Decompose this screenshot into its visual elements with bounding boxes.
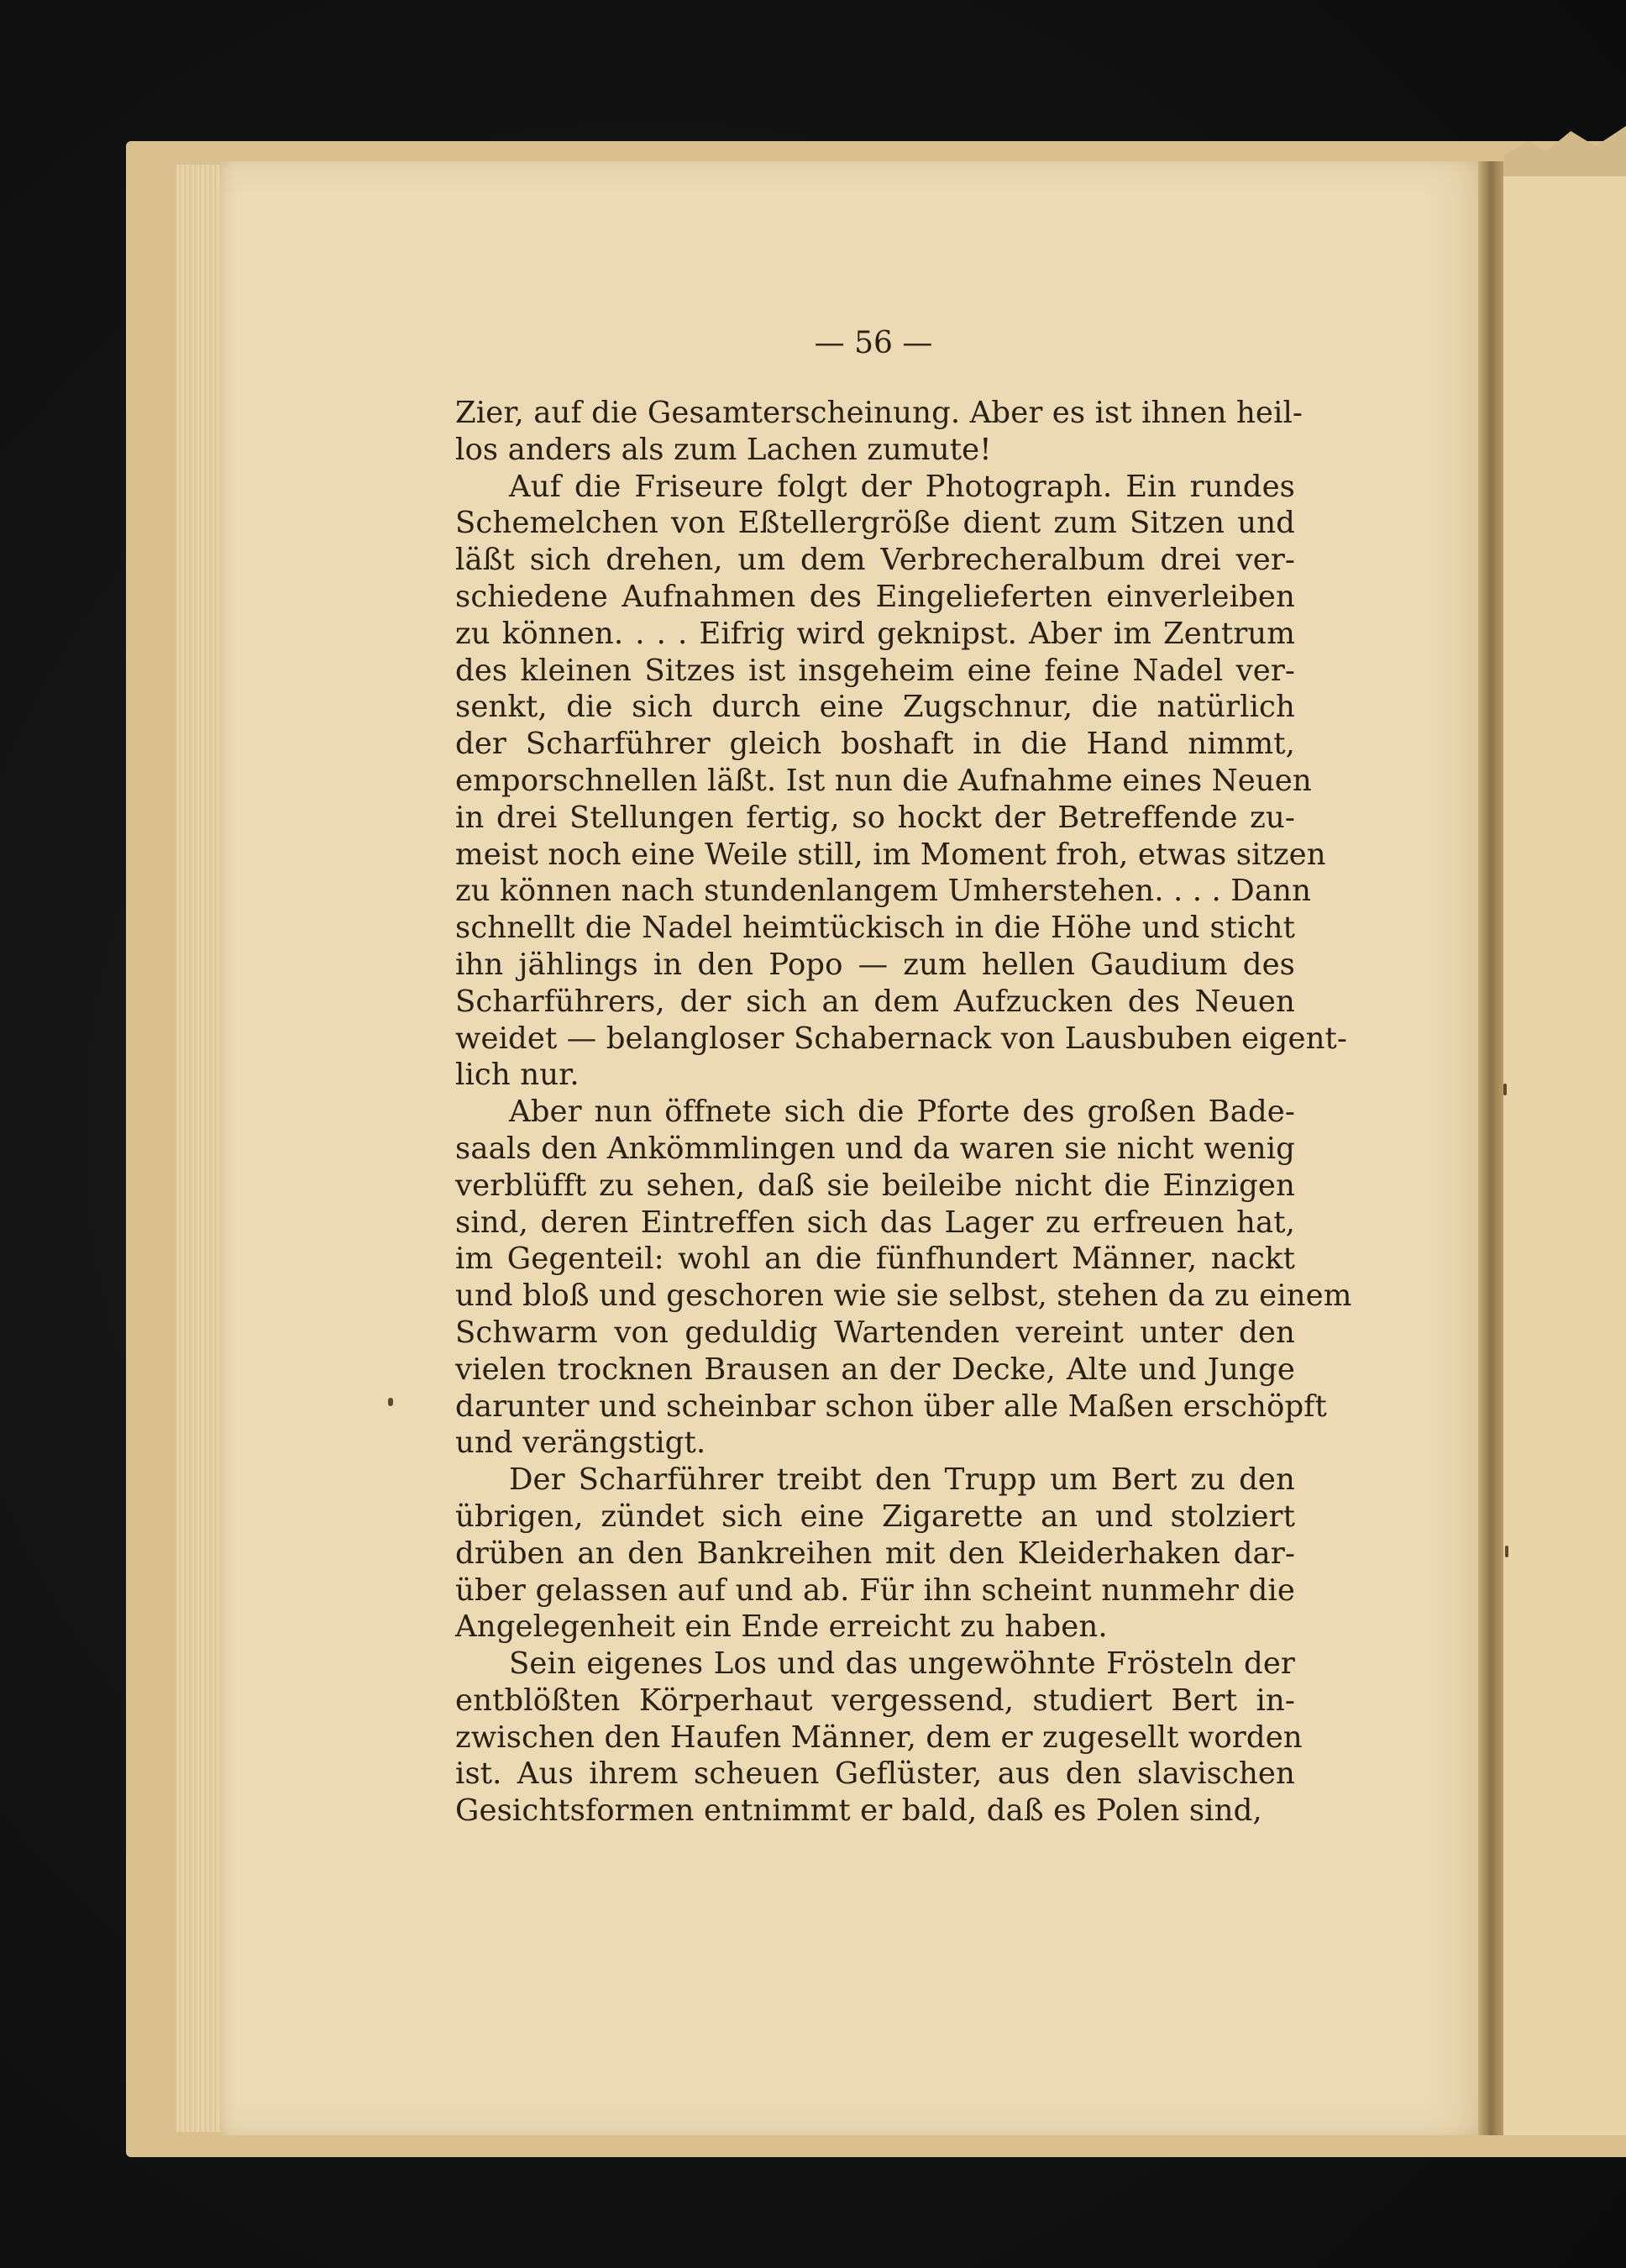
paragraph (455, 1462, 1295, 1646)
text-line: drüben an den Bankreihen mit den Kleiderhaken dar- (455, 1536, 1295, 1571)
text-line: Auf die Friseure folgt der Photograph. Ein rundes (509, 469, 1295, 504)
text-line: weidet — belangloser Schabernack von Lausbuben eigent- (455, 1021, 1347, 1056)
text-line: lich nur. (455, 1058, 580, 1093)
facing-page (1503, 161, 1626, 2135)
text-line: Scharführers, der sich an dem Aufzucken des Neuen (455, 984, 1295, 1019)
book-gutter (1478, 161, 1503, 2135)
text-line: im Gegenteil: wohl an die fünfhundert Männer, nackt (455, 1242, 1295, 1277)
text-line: meist noch eine Weile still, im Moment froh, etwas sitzen (455, 837, 1326, 872)
text-line: zu können. . . . Eifrig wird geknipst. Aber im Zentrum (455, 616, 1295, 651)
text-line: Angelegenheit ein Ende erreicht zu haben. (455, 1609, 1108, 1645)
text-line: Sein eigenes Los und das ungewöhnte Frösteln der (509, 1646, 1295, 1682)
text-line: schiedene Aufnahmen des Eingelieferten einverleiben (455, 579, 1295, 614)
text-line: in drei Stellungen fertig, so hockt der Betreffende zu- (455, 800, 1295, 835)
page-number: — 56 — (814, 326, 933, 360)
text-line: senkt, die sich durch eine Zugschnur, die natürlich (455, 690, 1295, 725)
text-line: des kleinen Sitzes ist insgeheim eine feine Nadel ver- (455, 653, 1295, 688)
text-line: und verängstigt. (455, 1425, 706, 1461)
text-line: zu können nach stundenlangem Umherstehen. . . . Dann (455, 874, 1312, 909)
text-line: Zier, auf die Gesamterscheinung. Aber es ist ihnen heil- (455, 396, 1303, 430)
text-line: zwischen den Haufen Männer, dem er zugesellt worden (455, 1719, 1303, 1755)
text-line: emporschnellen läßt. Ist nun die Aufnahme eines Neuen (455, 763, 1312, 798)
paragraph (455, 469, 1347, 1095)
body-text (455, 395, 1352, 1830)
text-line: Schemelchen von Eßtellergröße dient zum Sitzen und (455, 506, 1295, 541)
paragraph (455, 395, 1303, 469)
page-edges (176, 165, 227, 2132)
text-line: los anders als zum Lachen zumute! (455, 432, 992, 467)
paragraph (455, 1646, 1303, 1830)
text-line: über gelassen auf und ab. Für ihn scheint nunmehr die (455, 1572, 1295, 1608)
text-line: Schwarm von geduldig Wartenden vereint unter den (455, 1315, 1295, 1350)
text-line: sind, deren Eintreffen sich das Lager zu erfreuen hat, (455, 1205, 1295, 1240)
paper-fleck (1503, 1084, 1507, 1095)
text-line: entblößten Körperhaut vergessend, studiert Bert in- (455, 1683, 1295, 1718)
text-line: Gesichtsformen entnimmt er bald, daß es Polen sind, (455, 1793, 1262, 1829)
text-line: darunter und scheinbar schon über alle Maßen erschöpft (455, 1389, 1327, 1424)
text-line: läßt sich drehen, um dem Verbrecheralbum drei ver- (455, 543, 1295, 578)
text-line: ist. Aus ihrem scheuen Geflüster, aus den slavischen (455, 1756, 1295, 1792)
text-line: vielen trocknen Brausen an der Decke, Alte und Junge (455, 1352, 1295, 1387)
paragraph (455, 1094, 1352, 1462)
paper-fleck (1505, 1546, 1508, 1557)
text-line: übrigen, zündet sich eine Zigarette an und stolziert (455, 1499, 1295, 1534)
text-line: ihn jählings in den Popo — zum hellen Gaudium des (455, 947, 1295, 982)
text-line: der Scharführer gleich boshaft in die Hand nimmt, (455, 727, 1295, 762)
text-line: schnellt die Nadel heimtückisch in die Höhe und sticht (455, 911, 1295, 946)
text-line: Aber nun öffnete sich die Pforte des großen Bade- (509, 1095, 1295, 1130)
text-line: verblüfft zu sehen, daß sie beileibe nicht die Einzigen (455, 1168, 1295, 1203)
text-line: und bloß und geschoren wie sie selbst, stehen da zu einem (455, 1278, 1352, 1314)
text-line: saals den Ankömmlingen und da waren sie nicht wenig (455, 1131, 1295, 1166)
text-line: Der Scharführer treibt den Trupp um Bert zu den (509, 1462, 1295, 1498)
paper-fleck (388, 1398, 393, 1406)
